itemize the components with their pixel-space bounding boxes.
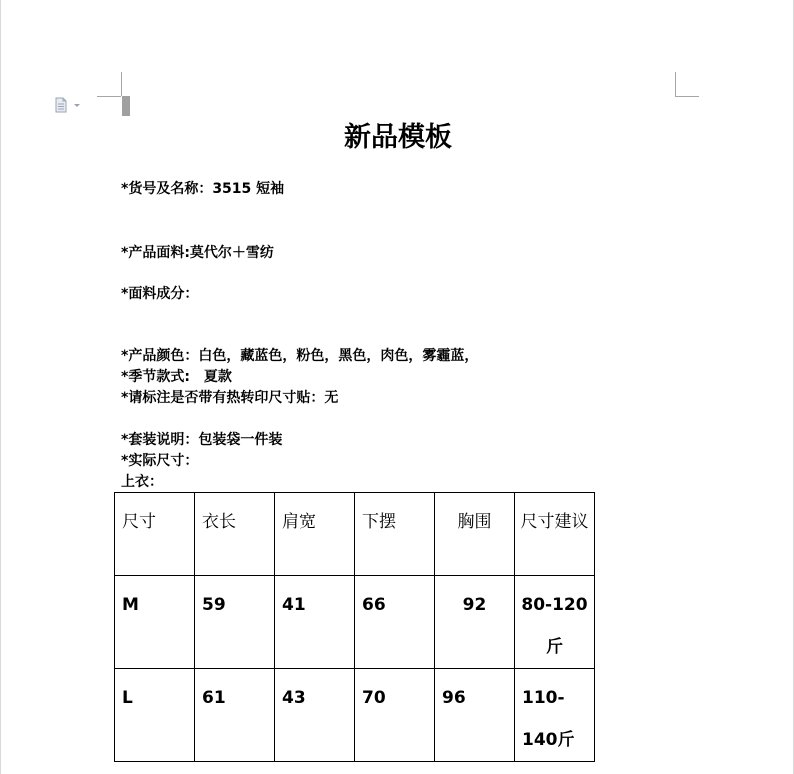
table-cell: 92 — [435, 576, 515, 669]
margin-mark-top-right — [675, 72, 676, 96]
margin-mark-top-left — [121, 72, 122, 96]
table-cell: 66 — [355, 576, 435, 669]
season-line: *季节款式: 夏款 — [121, 369, 232, 385]
actual-size-line: *实际尺寸： — [121, 453, 199, 469]
header-cell: 衣长 — [195, 493, 275, 576]
header-cell: 尺寸建议 — [515, 493, 595, 576]
header-cell: 下摆 — [355, 493, 435, 576]
table-cell: M — [115, 576, 195, 669]
table-cell: L — [115, 669, 195, 762]
size-table — [114, 492, 595, 762]
size-sticker-line: *请标注是否带有热转印尺寸贴：无 — [121, 390, 339, 406]
table-row — [115, 576, 595, 669]
composition-line: *面料成分： — [121, 286, 199, 302]
margin-mark-top-right — [675, 96, 699, 97]
table-row — [115, 669, 595, 762]
header-cell: 尺寸 — [115, 493, 195, 576]
document-icon[interactable] — [55, 97, 83, 113]
table-cell: 110-140斤 — [515, 669, 595, 762]
package-line: *套装说明：包装袋一件装 — [121, 432, 283, 448]
table-cell: 96 — [435, 669, 515, 762]
item-number-line: *货号及名称：3515 短袖 — [121, 181, 285, 197]
table-cell: 61 — [195, 669, 275, 762]
table-cell: 41 — [275, 576, 355, 669]
header-cell: 胸围 — [435, 493, 515, 576]
top-garment-label: 上衣： — [121, 474, 163, 490]
header-cell: 肩宽 — [275, 493, 355, 576]
fabric-line: *产品面料:莫代尔＋雪纺 — [121, 245, 274, 261]
table-cell: 80-120斤 — [515, 576, 595, 669]
text-cursor — [122, 96, 130, 116]
margin-mark-top-left — [97, 96, 121, 97]
color-line: *产品颜色：白色，藏蓝色，粉色，黑色，肉色，雾霾蓝， — [121, 348, 479, 364]
table-header-row — [115, 493, 595, 576]
table-cell: 70 — [355, 669, 435, 762]
document-title: 新品模板 — [344, 122, 452, 153]
table-cell: 59 — [195, 576, 275, 669]
table-cell: 43 — [275, 669, 355, 762]
